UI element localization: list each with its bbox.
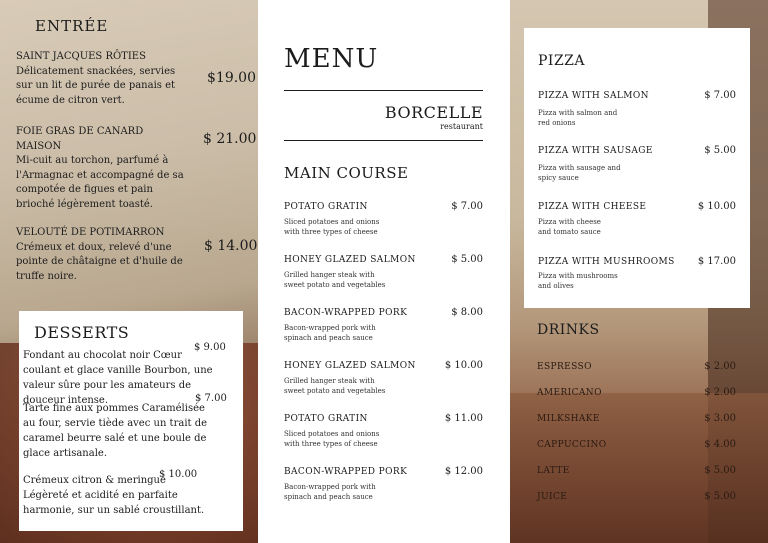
dish-price: $ 11.00 bbox=[444, 413, 483, 424]
drink-price: $ 4.00 bbox=[704, 439, 736, 450]
dish-price: $ 5.00 bbox=[451, 254, 483, 265]
restaurant-subtitle: restaurant bbox=[440, 122, 483, 131]
pizza-card bbox=[524, 28, 750, 308]
entree-title: ENTRÉE bbox=[35, 17, 109, 35]
drink-name: AMERICANO bbox=[537, 388, 602, 398]
dessert-item-description: Tarte fine aux pommes Caramélisée au four, servie tiède avec un trait de caramel beurre salé et une boule de glace artisanale. bbox=[23, 403, 208, 459]
divider bbox=[284, 90, 483, 91]
entree-item-description: FOIE GRAS DE CANARD MAISON Mi-cuit au torchon, parfumé à l'Armagnac et accompagné de sa compotée de figues et pain brioché légèrement toasté. bbox=[16, 126, 184, 210]
dish-name: HONEY GLAZED SALMON bbox=[284, 255, 416, 265]
pizza-name: PIZZA WITH SALMON bbox=[538, 91, 649, 101]
pizza-price: $ 17.00 bbox=[697, 256, 736, 267]
dish-price: $ 10.00 bbox=[444, 360, 483, 371]
drink-price: $ 5.00 bbox=[704, 465, 736, 476]
drink-name: MILKSHAKE bbox=[537, 414, 600, 424]
drink-name: LATTE bbox=[537, 466, 570, 476]
pizza-description: Pizza with salmon and red onions bbox=[538, 109, 618, 127]
dish-name: BACON-WRAPPED PORK bbox=[284, 467, 408, 477]
dessert-item-price: $ 7.00 bbox=[195, 393, 227, 404]
dish-name: HONEY GLAZED SALMON bbox=[284, 361, 416, 371]
pizza-name: PIZZA WITH MUSHROOMS bbox=[538, 257, 675, 267]
entree-item-description: SAINT JACQUES RÔTIES Délicatement snackées, servies sur un lit de purée de panais et écume de citron vert. bbox=[16, 51, 176, 106]
pizza-description: Pizza with mushrooms and olives bbox=[538, 272, 618, 290]
menu-title: MENU bbox=[284, 44, 379, 74]
dish-description: Sliced potatoes and onions with three types of cheese bbox=[284, 430, 380, 448]
drink-price: $ 2.00 bbox=[704, 361, 736, 372]
drink-name: CAPPUCCINO bbox=[537, 440, 607, 450]
dessert-item-description: Fondant au chocolat noir Cœur coulant et glace vanille Bourbon, une valeur sûre pour les amateurs de douceur intense. bbox=[23, 350, 213, 406]
restaurant-name: BORCELLE bbox=[384, 103, 483, 122]
dish-description: Grilled hanger steak with sweet potato and vegetables bbox=[284, 377, 386, 395]
pizza-name: PIZZA WITH CHEESE bbox=[538, 202, 647, 212]
entree-item-price: $ 21.00 bbox=[203, 131, 257, 147]
dessert-item-price: $ 9.00 bbox=[194, 342, 226, 353]
pizza-price: $ 7.00 bbox=[704, 90, 736, 101]
pizza-price: $ 5.00 bbox=[704, 145, 736, 156]
divider bbox=[284, 140, 483, 141]
pizza-description: Pizza with sausage and spicy sauce bbox=[538, 164, 621, 182]
dish-price: $ 7.00 bbox=[451, 201, 483, 212]
dish-description: Bacon-wrapped pork with spinach and peach sauce bbox=[284, 483, 376, 501]
dessert-item-description: Crémeux citron & meringue Légèreté et acidité en parfaite harmonie, sur un sablé croustillant. bbox=[23, 475, 205, 516]
dessert-item-price: $ 10.00 bbox=[159, 469, 198, 480]
desserts-title: DESSERTS bbox=[34, 323, 130, 342]
dish-description: Sliced potatoes and onions with three types of cheese bbox=[284, 218, 380, 236]
pizza-description: Pizza with cheese and tomato sauce bbox=[538, 218, 601, 236]
dish-name: POTATO GRATIN bbox=[284, 202, 368, 212]
pizza-price: $ 10.00 bbox=[697, 201, 736, 212]
entree-item-price: $19.00 bbox=[207, 70, 256, 86]
dish-description: Grilled hanger steak with sweet potato and vegetables bbox=[284, 271, 386, 289]
dish-name: POTATO GRATIN bbox=[284, 414, 368, 424]
dish-name: BACON-WRAPPED PORK bbox=[284, 308, 408, 318]
main-course-panel bbox=[258, 0, 510, 543]
drink-price: $ 2.00 bbox=[704, 387, 736, 398]
entree-item-description: VELOUTÉ DE POTIMARRON Crémeux et doux, relevé d'une pointe de châtaigne et d'huile de truffe noire. bbox=[16, 227, 183, 282]
pizza-title: PIZZA bbox=[538, 53, 586, 69]
drinks-title: DRINKS bbox=[537, 322, 600, 338]
dish-description: Bacon-wrapped pork with spinach and peach sauce bbox=[284, 324, 376, 342]
dish-price: $ 8.00 bbox=[451, 307, 483, 318]
entree-item-price: $ 14.00 bbox=[204, 238, 258, 254]
drink-price: $ 5.00 bbox=[704, 491, 736, 502]
drink-name: ESPRESSO bbox=[537, 362, 592, 372]
dish-price: $ 12.00 bbox=[444, 466, 483, 477]
drink-price: $ 3.00 bbox=[704, 413, 736, 424]
pizza-name: PIZZA WITH SAUSAGE bbox=[538, 146, 653, 156]
drink-name: JUICE bbox=[537, 492, 568, 502]
desserts-card bbox=[19, 311, 243, 531]
main-course-title: MAIN COURSE bbox=[284, 164, 409, 182]
